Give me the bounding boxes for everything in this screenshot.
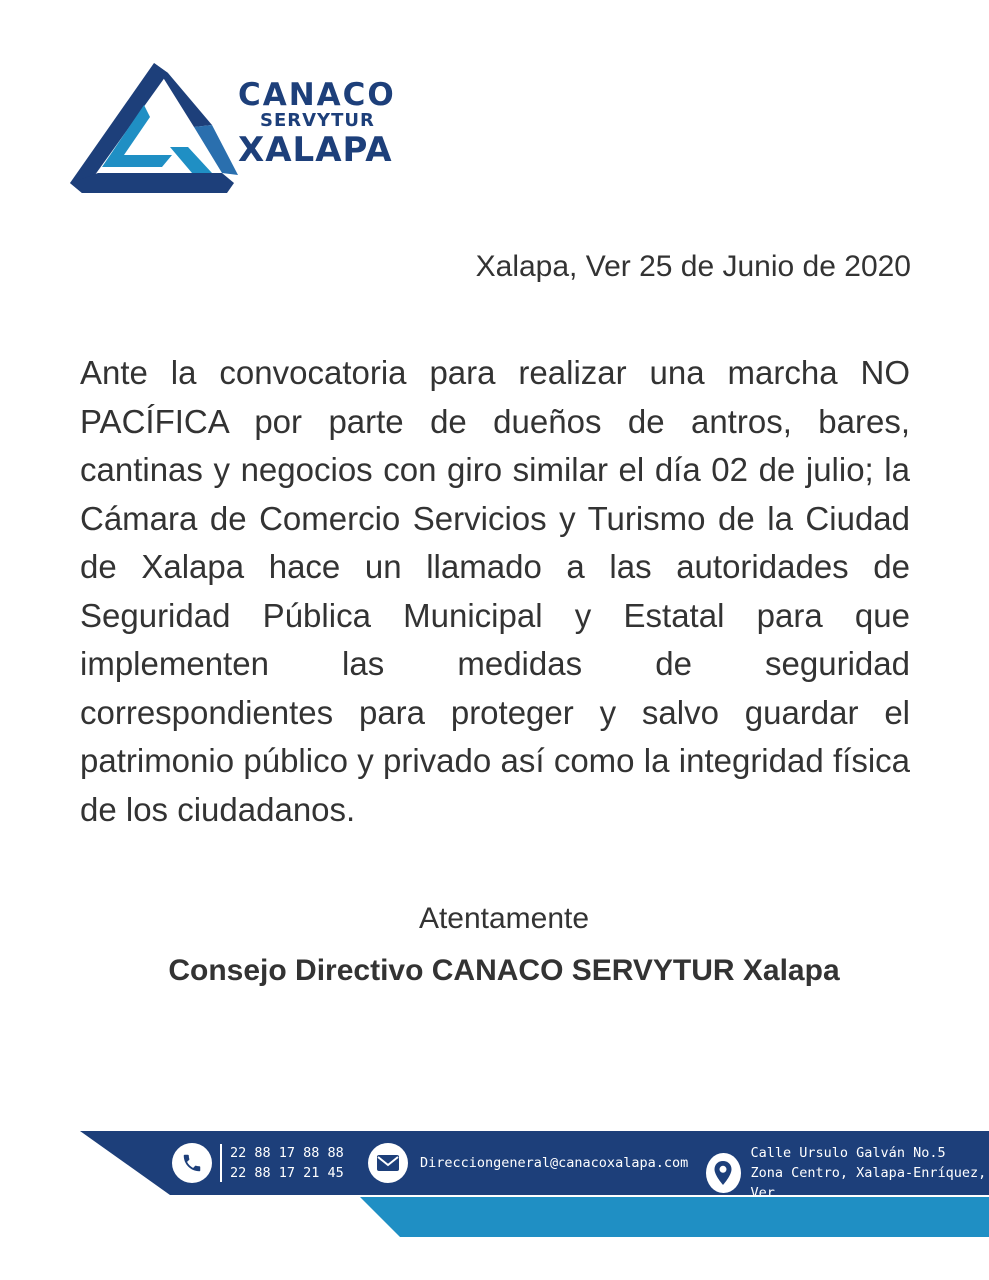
letter-date: Xalapa, Ver 25 de Junio de 2020 bbox=[475, 250, 911, 283]
phone-icon bbox=[172, 1143, 212, 1183]
letter-signature: Consejo Directivo CANACO SERVYTUR Xalapa bbox=[168, 954, 840, 987]
brand-canaco: CANACO bbox=[238, 77, 396, 113]
canaco-logo-icon bbox=[62, 55, 242, 205]
phone-number-1: 22 88 17 88 88 bbox=[230, 1145, 344, 1161]
phone-separator bbox=[220, 1144, 222, 1182]
letter-closing: Atentamente bbox=[418, 902, 590, 935]
email-address: Direcciongeneral@canacoxalapa.com bbox=[420, 1155, 689, 1171]
brand-xalapa: XALAPA bbox=[238, 130, 393, 170]
location-pin-icon bbox=[706, 1153, 741, 1193]
brand-wordmark bbox=[238, 78, 396, 170]
address-line-2: Zona Centro, Xalapa-Enríquez, Ver. bbox=[750, 1165, 987, 1201]
brand-servytur: SERVYTUR bbox=[260, 110, 375, 131]
footer-email bbox=[368, 1143, 688, 1183]
mail-icon bbox=[368, 1143, 408, 1183]
letter-body: Ante la convocatoria para realizar una marcha NO PACÍFICA por parte de dueños de antros, bares, cantinas y negocios con giro similar el día 02 de julio; la Cámara de Comercio Servicios y Turismo de la Ciudad de Xalapa hace un llamado a las autoridades de Seguridad Pública Municipal y Estatal para que implementen las medidas de seguridad correspondientes para proteger y salvo guardar el patrimonio público y privado así como la integridad física de los ciudadanos. bbox=[80, 354, 910, 828]
footer-phones bbox=[172, 1143, 344, 1183]
footer-address bbox=[706, 1143, 989, 1203]
address-line-1: Calle Ursulo Galván No.5 bbox=[750, 1145, 946, 1161]
phone-number-2: 22 88 17 21 45 bbox=[230, 1165, 344, 1181]
